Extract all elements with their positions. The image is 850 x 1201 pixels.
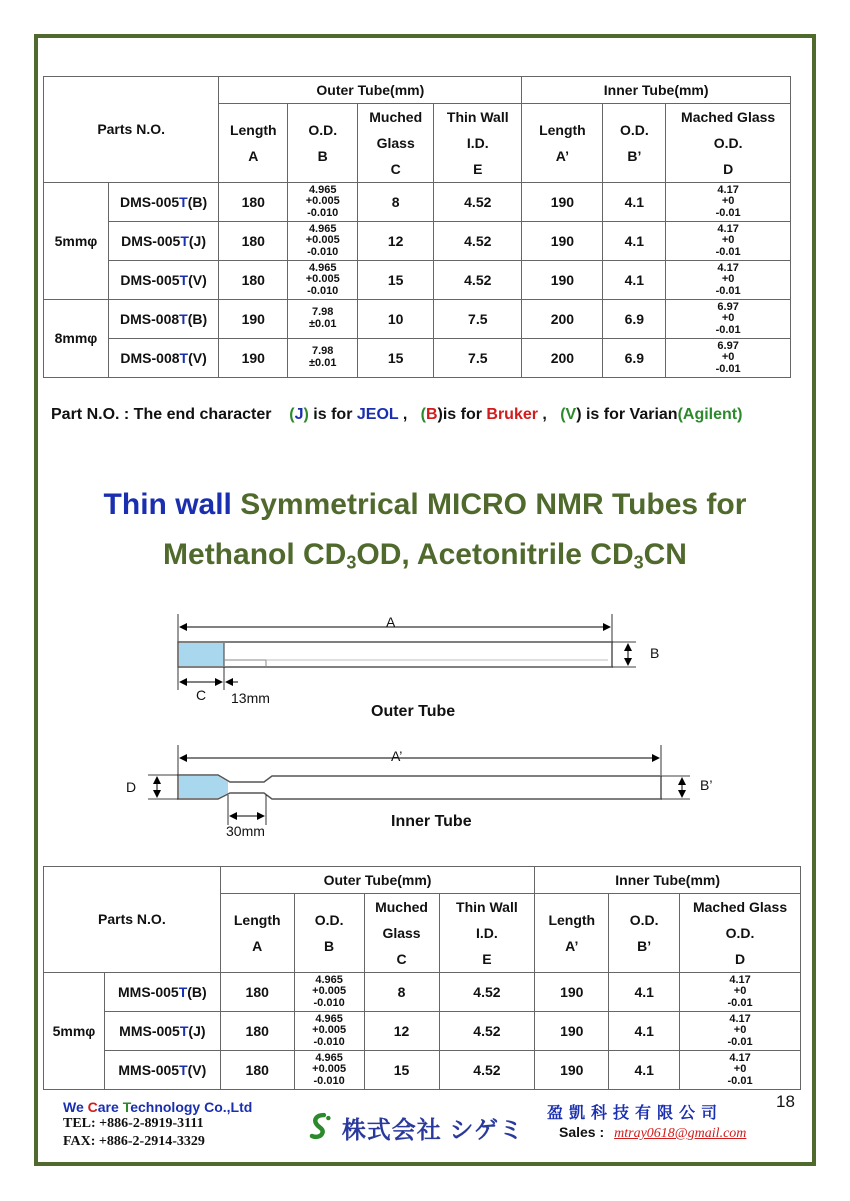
thin-wall-e: 4.52 <box>439 973 535 1012</box>
inner-od: 6.9 <box>603 339 666 378</box>
label-a2: A’ <box>391 748 403 764</box>
part-number: MMS-005T(B) <box>104 973 220 1012</box>
od-b: 4.965 +0.005 -0.010 <box>294 1012 364 1051</box>
muched-c: 8 <box>364 973 439 1012</box>
od-b: 4.965 +0.005 -0.010 <box>288 183 358 222</box>
muched-c: 10 <box>358 300 434 339</box>
inner-tube-header: Inner Tube(mm) <box>522 77 791 104</box>
parts-header: Parts N.O. <box>44 867 221 973</box>
outer-tube-label: Outer Tube <box>371 703 456 720</box>
inner-od: 6.9 <box>603 300 666 339</box>
muched-glass-header: Muched Glass C <box>358 104 434 183</box>
muched-c: 15 <box>364 1051 439 1090</box>
inner-tube-header: Inner Tube(mm) <box>535 867 801 894</box>
group-8mm: 8mmφ <box>44 300 109 378</box>
inner-length: 200 <box>522 300 603 339</box>
part-number: MMS-005T(V) <box>104 1051 220 1090</box>
label-a: A <box>386 614 396 630</box>
fax: FAX: +886-2-2914-3329 <box>63 1134 205 1149</box>
inner-length: 190 <box>522 261 603 300</box>
part-number: DMS-005T(B) <box>108 183 218 222</box>
label-d: D <box>126 779 137 795</box>
company-contact <box>63 1099 252 1151</box>
table-row <box>44 1051 801 1090</box>
inner-od: 4.1 <box>609 973 680 1012</box>
sales-contact: Sales : mtray0618@gmail.com <box>559 1124 747 1141</box>
length-a: 190 <box>219 339 288 378</box>
thin-wall-header: Thin Wall I.D. E <box>434 104 522 183</box>
length-a-header: Length A <box>220 894 294 973</box>
muched-c: 12 <box>358 222 434 261</box>
mached-glass-header: Mached Glass O.D. D <box>680 894 801 973</box>
table-row <box>44 1012 801 1051</box>
part-number: DMS-005T(J) <box>108 222 218 261</box>
shigemi-logo <box>306 1104 524 1150</box>
thin-wall-e: 4.52 <box>434 183 522 222</box>
outer-tube-header: Outer Tube(mm) <box>220 867 535 894</box>
inner-od: 4.1 <box>603 222 666 261</box>
length-a: 180 <box>219 222 288 261</box>
mms-spec-table <box>43 866 801 1090</box>
length-a: 180 <box>219 261 288 300</box>
logo-text: 株式会社 シゲミ <box>341 1116 524 1144</box>
thin-wall-e: 4.52 <box>439 1051 535 1090</box>
od-b: 7.98 ±0.01 <box>288 339 358 378</box>
inner-length: 190 <box>535 1051 609 1090</box>
length-a: 190 <box>219 300 288 339</box>
length-a: 180 <box>220 1051 294 1090</box>
table-row <box>44 973 801 1012</box>
inner-length: 190 <box>522 222 603 261</box>
part-number: MMS-005T(J) <box>104 1012 220 1051</box>
length-a: 180 <box>219 183 288 222</box>
mached-d: 4.17 +0 -0.01 <box>680 973 801 1012</box>
inner-od: 4.1 <box>609 1051 680 1090</box>
part-number: DMS-005T(V) <box>108 261 218 300</box>
muched-c: 12 <box>364 1012 439 1051</box>
company-name: We Care Technology Co.,Ltd <box>63 1099 253 1115</box>
label-30mm: 30mm <box>226 823 265 839</box>
inner-od: 4.1 <box>603 183 666 222</box>
thin-wall-e: 7.5 <box>434 300 522 339</box>
part-number: DMS-008T(B) <box>108 300 218 339</box>
mached-d: 6.97 +0 -0.01 <box>666 339 791 378</box>
parts-header: Parts N.O. <box>44 77 219 183</box>
group-5mm: 5mmφ <box>44 183 109 300</box>
thin-wall-e: 7.5 <box>434 339 522 378</box>
muched-glass-fill <box>179 643 224 666</box>
mached-d: 4.17 +0 -0.01 <box>680 1051 801 1090</box>
page-title-line1: Thin wall Symmetrical MICRO NMR Tubes for <box>103 488 747 521</box>
page-number: 18 <box>776 1092 795 1111</box>
label-13mm: 13mm <box>231 690 270 706</box>
inner-od-header: O.D. B’ <box>603 104 666 183</box>
od-b-header: O.D. B <box>294 894 364 973</box>
inner-od-header: O.D. B’ <box>609 894 680 973</box>
thin-wall-e: 4.52 <box>439 1012 535 1051</box>
label-b: B <box>650 645 660 661</box>
muched-c: 8 <box>358 183 434 222</box>
muched-c: 15 <box>358 339 434 378</box>
length-a-header: Length A <box>219 104 288 183</box>
part-number-note: Part N.O. : The end character (J) is for JEOL , (B)is for Bruker , (V) is for Varian(Agilent) <box>51 406 743 423</box>
mached-glass-fill <box>179 776 228 798</box>
telephone: TEL: +886-2-8919-3111 <box>63 1116 204 1131</box>
od-b: 4.965 +0.005 -0.010 <box>288 222 358 261</box>
od-b: 4.965 +0.005 -0.010 <box>294 1051 364 1090</box>
thin-wall-header: Thin Wall I.D. E <box>439 894 535 973</box>
label-b2: B’ <box>700 777 713 793</box>
outer-tube-drawing <box>178 614 636 690</box>
page-title-line2: Methanol $CD_3OD$, Acetonitrile $CD_3CN$ <box>163 538 687 573</box>
thin-wall-e: 4.52 <box>434 222 522 261</box>
group-5mm: 5mmφ <box>44 973 105 1090</box>
mached-d: 6.97 +0 -0.01 <box>666 300 791 339</box>
inner-length-header: Length A’ <box>535 894 609 973</box>
inner-length: 200 <box>522 339 603 378</box>
thin-wall-e: 4.52 <box>434 261 522 300</box>
muched-c: 15 <box>358 261 434 300</box>
inner-length: 190 <box>535 1012 609 1051</box>
length-a: 180 <box>220 1012 294 1051</box>
inner-od: 4.1 <box>603 261 666 300</box>
part-number: DMS-008T(V) <box>108 339 218 378</box>
inner-tube-label: Inner Tube <box>391 813 472 830</box>
mached-d: 4.17 +0 -0.01 <box>666 222 791 261</box>
od-b: 7.98 ±0.01 <box>288 300 358 339</box>
inner-od: 4.1 <box>609 1012 680 1051</box>
length-a: 180 <box>220 973 294 1012</box>
mached-d: 4.17 +0 -0.01 <box>680 1012 801 1051</box>
label-c: C <box>196 687 207 703</box>
od-b: 4.965 +0.005 -0.010 <box>288 261 358 300</box>
inner-length: 190 <box>535 973 609 1012</box>
chinese-company-name: 盈凱科技有限公司 <box>547 1105 724 1122</box>
muched-glass-header: Muched Glass C <box>364 894 439 973</box>
mached-d: 4.17 +0 -0.01 <box>666 261 791 300</box>
od-b-header: O.D. B <box>288 104 358 183</box>
mached-glass-header: Mached Glass O.D. D <box>666 104 791 183</box>
inner-length: 190 <box>522 183 603 222</box>
shigemi-logo-icon <box>306 1107 336 1147</box>
mached-d: 4.17 +0 -0.01 <box>666 183 791 222</box>
sales-email-link[interactable]: mtray0618@gmail.com <box>614 1126 747 1141</box>
od-b: 4.965 +0.005 -0.010 <box>294 973 364 1012</box>
outer-tube-header: Outer Tube(mm) <box>219 77 522 104</box>
inner-length-header: Length A’ <box>522 104 603 183</box>
